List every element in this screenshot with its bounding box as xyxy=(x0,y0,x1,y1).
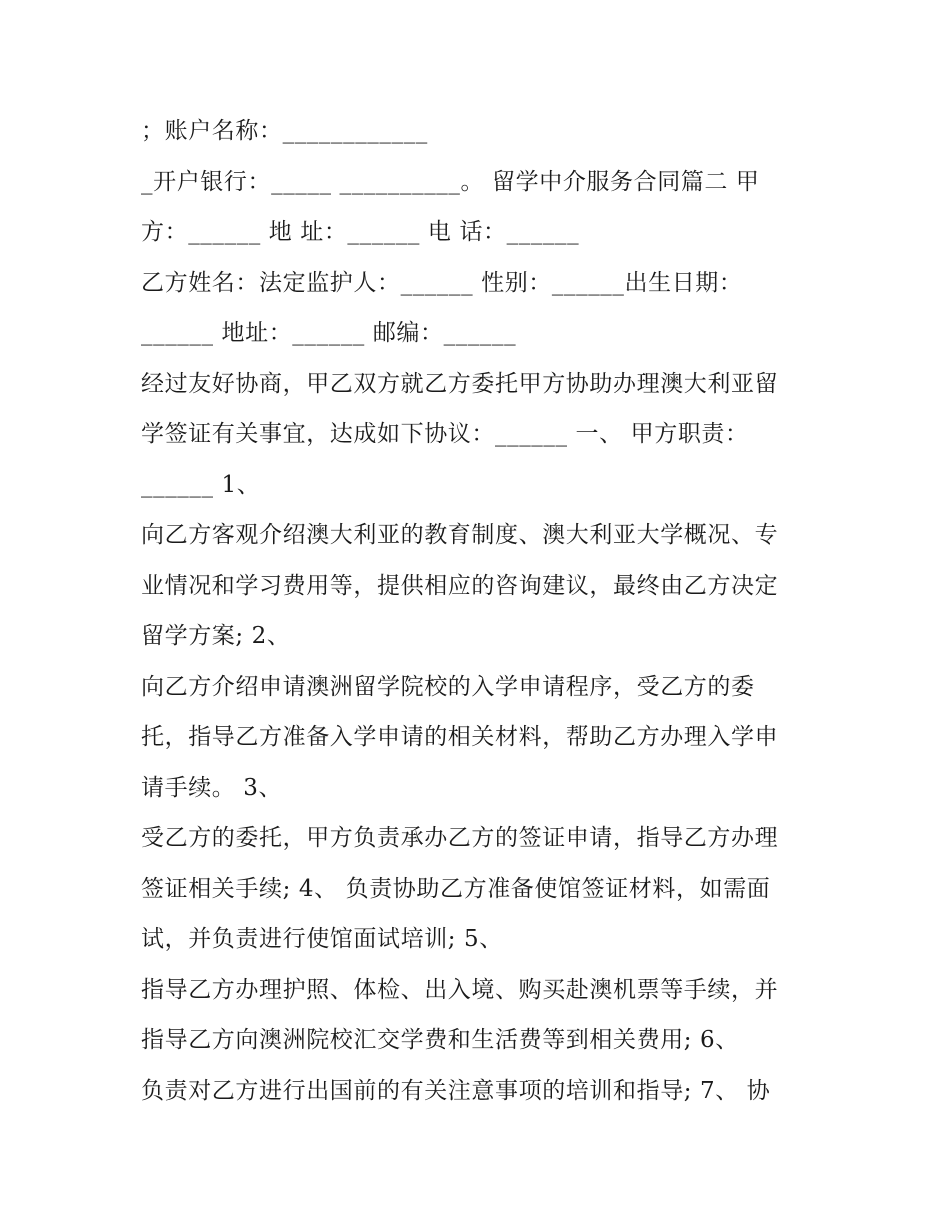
text-line: 请手续。 3、 xyxy=(141,775,283,801)
text-line: 签证相关手续; 4、 负责协助乙方准备使馆签证材料，如需面 xyxy=(141,876,771,902)
text-line: 托，指导乙方准备入学申请的相关材料，帮助乙方办理入学申 xyxy=(141,724,779,750)
text-line-address: ______ 地址：______ 邮编：______ xyxy=(141,320,517,346)
text-line-account-name: ；账户名称：____________ xyxy=(141,118,428,144)
text-line: 负责对乙方进行出国前的有关注意事项的培训和指导; 7、 协 xyxy=(141,1078,771,1104)
text-line-bank: _开户银行：_____ __________。 留学中介服务合同篇二 甲 xyxy=(141,169,760,195)
text-line: ______ 1、 xyxy=(141,472,261,498)
text-line: 受乙方的委托，甲方负责承办乙方的签证申请，指导乙方办理 xyxy=(141,825,779,851)
text-line: 试，并负责进行使馆面试培训; 5、 xyxy=(141,926,503,952)
text-line-party-b: 乙方姓名：法定监护人：______ 性别：______出生日期： xyxy=(141,270,743,296)
text-line: 指导乙方办理护照、体检、出入境、购买赴澳机票等手续，并 xyxy=(141,977,779,1003)
text-line: 向乙方介绍申请澳洲留学院校的入学申请程序，受乙方的委 xyxy=(141,674,755,700)
text-line: 指导乙方向澳洲院校汇交学费和生活费等到相关费用; 6、 xyxy=(141,1027,739,1053)
text-line: 留学方案; 2、 xyxy=(141,623,291,649)
text-line: 业情况和学习费用等，提供相应的咨询建议，最终由乙方决定 xyxy=(141,573,779,599)
text-line: 经过友好协商，甲乙双方就乙方委托甲方协助办理澳大利亚留 xyxy=(141,371,779,397)
text-line: 向乙方客观介绍澳大利亚的教育制度、澳大利亚大学概况、专 xyxy=(141,522,779,548)
text-line-party-a: 方：______ 地 址：______ 电 话：______ xyxy=(141,219,580,245)
text-line: 学签证有关事宜，达成如下协议：______ 一、 甲方职责： xyxy=(141,421,749,447)
